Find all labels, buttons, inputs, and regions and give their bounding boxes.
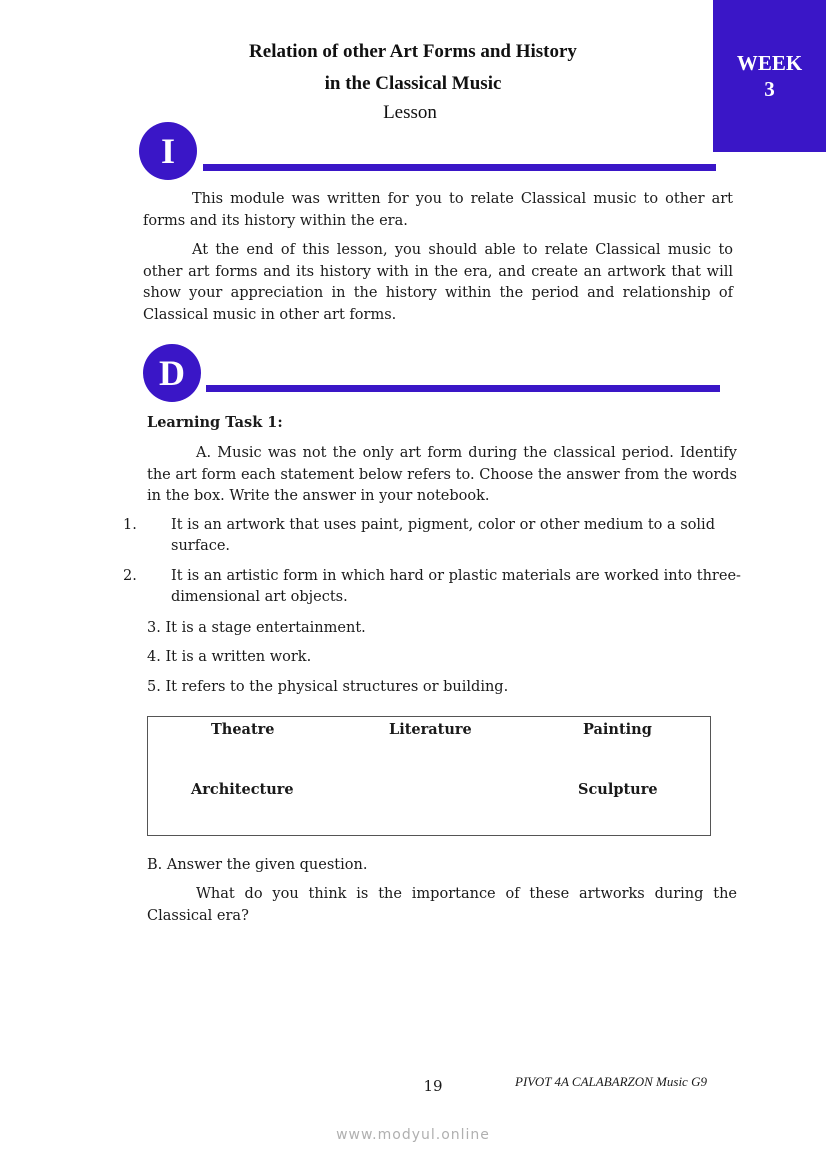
intro-paragraph-2: At the end of this lesson, you should able to relate Classical music to other art forms and its history with in the era, and create an artwork that will show your appreciation in the history within the period and relationship of Classical music in other art forms. bbox=[143, 242, 733, 323]
item-number: 2. bbox=[123, 568, 137, 584]
footer-brand: PIVOT 4A CALABARZON Music G9 bbox=[515, 1074, 707, 1089]
part-a-text: Music was not the only art form during the classical period. Identify the art form each statement below refers to. Choose the answer from the words in the box. Write the answer in your notebook. bbox=[147, 445, 737, 504]
item-number: 4. bbox=[147, 649, 161, 665]
site-watermark: www.modyul.online bbox=[336, 1127, 490, 1143]
title-line-1: Relation of other Art Forms and History bbox=[249, 41, 577, 62]
item-text: It refers to the physical structures or building. bbox=[165, 679, 509, 695]
item-number: 3. bbox=[147, 620, 161, 636]
list-item bbox=[147, 647, 737, 668]
item-text: It is a written work. bbox=[165, 649, 312, 665]
learning-task-heading: Learning Task 1: bbox=[147, 414, 283, 431]
intro-paragraph-1: This module was written for you to relate Classical music to other art forms and its history within the era. bbox=[143, 191, 733, 229]
item-number: 5. bbox=[147, 679, 161, 695]
part-a-letter: A. bbox=[196, 445, 212, 461]
title-line-2: in the Classical Music bbox=[324, 73, 502, 94]
word-literature: Literature bbox=[389, 721, 472, 738]
item-number: 1. bbox=[123, 517, 137, 533]
week-badge bbox=[713, 0, 826, 152]
part-b-heading: B. Answer the given question. bbox=[147, 857, 368, 873]
word-painting: Painting bbox=[583, 721, 652, 738]
week-label: WEEK bbox=[736, 51, 803, 75]
section-i-badge: I bbox=[139, 122, 197, 180]
page-title bbox=[0, 36, 826, 100]
item-text: It is an artistic form in which hard or plastic materials are worked into three-dimensional art objects. bbox=[171, 568, 741, 605]
lesson-subtitle: Lesson bbox=[383, 102, 437, 123]
list-item bbox=[147, 677, 737, 698]
page-number: 19 bbox=[423, 1077, 443, 1095]
word-sculpture: Sculpture bbox=[578, 781, 658, 798]
list-item bbox=[147, 618, 737, 639]
section-d-rule bbox=[206, 385, 720, 392]
week-number: 3 bbox=[764, 77, 775, 101]
item-text: It is an artwork that uses paint, pigment, color or other medium to a solid surface. bbox=[171, 517, 715, 554]
item-text: It is a stage entertainment. bbox=[165, 620, 366, 636]
word-theatre: Theatre bbox=[211, 721, 275, 738]
section-i-rule bbox=[203, 164, 716, 171]
word-architecture: Architecture bbox=[191, 781, 294, 798]
list-item bbox=[123, 566, 761, 608]
part-b-question: What do you think is the importance of these artworks during the Classical era? bbox=[147, 886, 737, 924]
list-item bbox=[123, 515, 761, 557]
part-a-instructions bbox=[147, 443, 737, 508]
section-d-badge: D bbox=[143, 344, 201, 402]
